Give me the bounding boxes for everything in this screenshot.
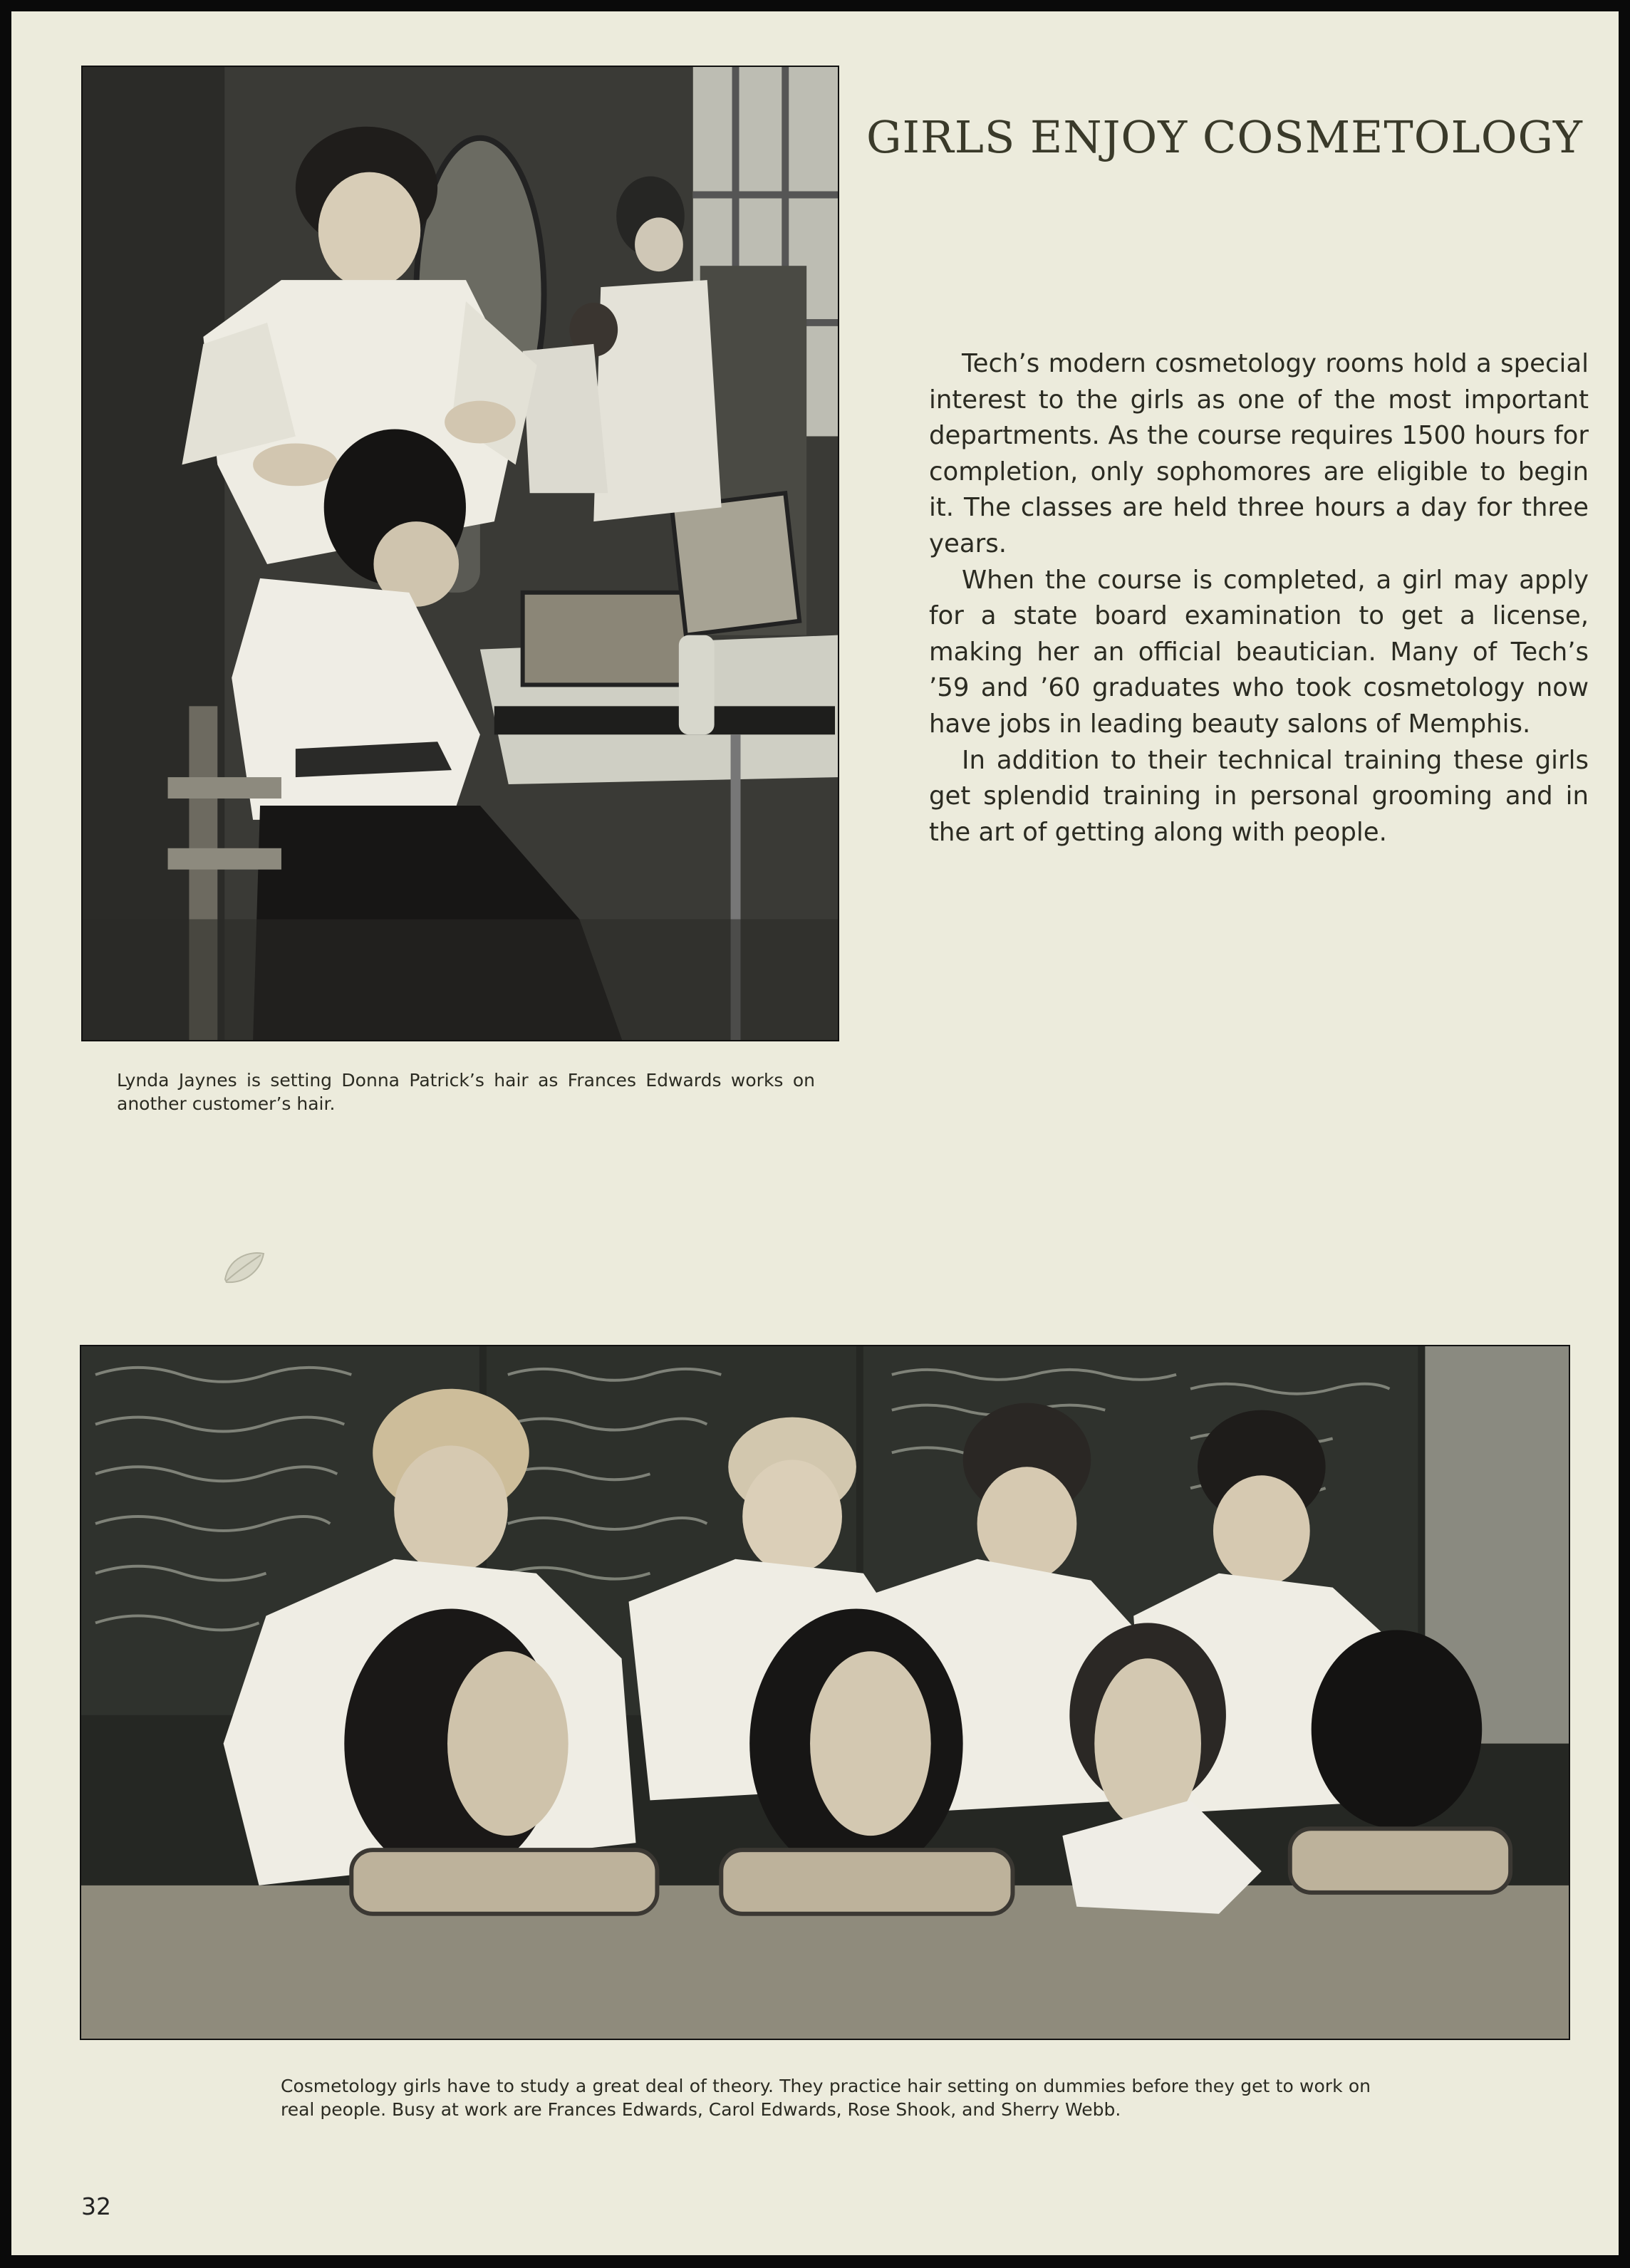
leaf-mark-icon <box>219 1247 269 1289</box>
article-paragraph: When the course is completed, a girl may apply for a state board examination to get a license, making her an official beautician. Many of Tech’s ’59 and ’60 graduates who took cosmetology now have jobs in leading beauty salons of Memphis. <box>929 565 1589 739</box>
bottom-photo-caption: Cosmetology girls have to study a great deal of theory. They practice hair setting on dummies before they get to work on real people. Busy at work are Frances Edwards, Carol Edwards, Rose Shook, and Sherry Webb. <box>281 2076 1371 2120</box>
article-paragraph: Tech’s modern cosmetology rooms hold a special interest to the girls as one of the most important departments. As the course requires 1500 hours for completion, only sophomores are eligible to begin it. The classes are held three hours a day for three years. <box>929 349 1589 558</box>
classroom-photo-illustration <box>81 1346 1569 2039</box>
page-number: 32 <box>81 2192 111 2220</box>
article-title: GIRLS ENJOY COSMETOLOGY <box>866 111 1583 163</box>
cosmetology-salon-photo <box>81 66 839 1041</box>
top-photo-caption: Lynda Jaynes is setting Donna Patrick’s hair as Frances Edwards works on another customer’s hair. <box>117 1070 815 1114</box>
salon-photo-illustration <box>83 67 838 1040</box>
article-paragraph: In addition to their technical training these girls get splendid training in personal grooming and in the art of getting along with people. <box>929 745 1589 847</box>
dummy-heads-photo <box>80 1345 1570 2040</box>
article-body <box>929 346 1589 850</box>
yearbook-page <box>11 11 1619 2255</box>
